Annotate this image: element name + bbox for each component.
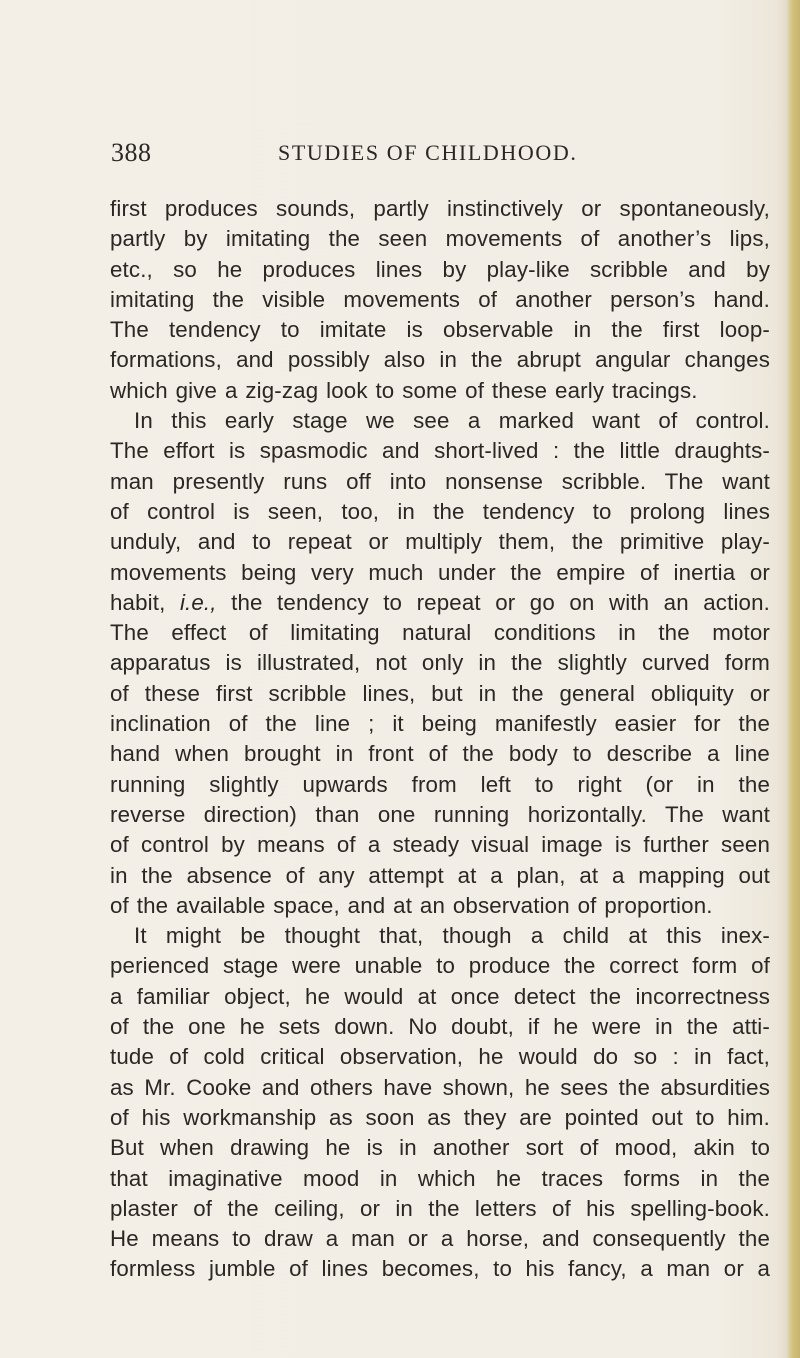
text-line: of control by means of a steady visual image is further seen — [110, 832, 770, 858]
text-line: formations, and possibly also in the abrupt angular changes — [110, 347, 770, 373]
text-line: man presently runs off into nonsense scribble. The want — [110, 468, 770, 494]
text-line: plaster of the ceiling, or in the letters of his spelling-book. — [110, 1195, 770, 1221]
text-line: imitating the visible movements of another person’s hand. — [110, 286, 770, 312]
text-line: unduly, and to repeat or multiply them, the primitive play- — [110, 529, 770, 555]
text-line: a familiar object, he would at once detect the incorrectness — [110, 983, 770, 1009]
text-line: hand when brought in front of the body to describe a line — [110, 741, 770, 767]
text-line: The tendency to imitate is observable in the first loop- — [110, 317, 770, 343]
text-line: tude of cold critical observation, he would do so : in fact, — [110, 1044, 770, 1070]
text-line: running slightly upwards from left to right (or in the — [110, 771, 770, 797]
text-line: etc., so he produces lines by play-like scribble and by — [110, 256, 770, 282]
text-line: first produces sounds, partly instinctively or spontaneously, — [110, 196, 770, 221]
text-line: reverse direction) than one running horizontally. The want — [110, 801, 770, 827]
text-line: movements being very much under the empire of inertia or — [110, 559, 770, 585]
running-head — [107, 138, 767, 172]
text-line: In this early stage we see a marked want of control. — [134, 408, 770, 434]
text-line: of the available space, and at an observation of proportion. — [110, 892, 713, 918]
text-line: inclination of the line ; it being manifestly easier for the — [110, 711, 770, 737]
page-edge-shadow — [786, 0, 800, 1358]
text-line: He means to draw a man or a horse, and consequently the — [110, 1226, 770, 1252]
text-line: which give a zig-zag look to some of these early tracings. — [110, 377, 698, 403]
text-line: formless jumble of lines becomes, to his fancy, a man or a — [110, 1256, 770, 1282]
text-line: of the one he sets down. No doubt, if he were in the atti- — [110, 1014, 770, 1040]
text-line: The effort is spasmodic and short-lived : the little draughts- — [110, 438, 770, 464]
text-line: in the absence of any attempt at a plan, at a mapping out — [110, 862, 770, 888]
body-text — [110, 194, 770, 1285]
text-line: habit, i.e., the tendency to repeat or go on with an action. — [110, 589, 771, 615]
text-line: partly by imitating the seen movements of another’s lips, — [110, 226, 770, 252]
text-line: that imaginative mood in which he traces forms in the — [110, 1165, 770, 1191]
text-line: of these first scribble lines, but in the general obliquity or — [110, 680, 770, 706]
running-title: STUDIES OF CHILDHOOD. — [278, 140, 578, 165]
text-line: perienced stage were unable to produce the correct form of — [110, 953, 770, 979]
text-line: as Mr. Cooke and others have shown, he sees the absurdities — [110, 1074, 770, 1100]
text-line: of his workmanship as soon as they are pointed out to him. — [110, 1104, 770, 1130]
text-line: The effect of limitating natural conditions in the motor — [110, 620, 770, 646]
text-line: But when drawing he is in another sort of mood, akin to — [110, 1135, 770, 1161]
text-line: apparatus is illustrated, not only in the slightly curved form — [110, 650, 770, 676]
page-number: 388 — [111, 138, 152, 167]
text-line: It might be thought that, though a child at this inex- — [134, 923, 770, 949]
text-line: of control is seen, too, in the tendency to prolong lines — [110, 498, 770, 524]
